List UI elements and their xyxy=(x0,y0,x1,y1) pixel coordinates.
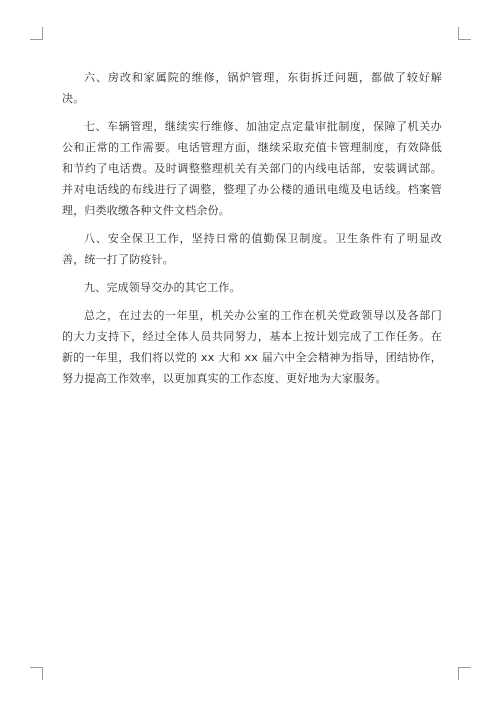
crop-mark-bottom-left xyxy=(30,667,43,680)
paragraph-summary: 总之，在过去的一年里，机关办公室的工作在机关党政领导以及各部门的大力支持下，经过全体人员共同努力，基本上按计划完成了工作任务。在新的一年里，我们将以党的 xx 大和 xx 届六中全会精神为指导，团结协作，努力提高工作效率，以更加真实的工作态度、更好地为大家服务。 xyxy=(62,309,442,385)
paragraph-6: 六、房改和家属院的维修，锅炉管理，东街拆迁问题，都做了较好解决。 xyxy=(62,71,442,105)
crop-mark-top-right xyxy=(458,27,471,40)
paragraph-9: 九、完成领导交办的其它工作。 xyxy=(84,281,241,294)
document-body xyxy=(62,67,442,389)
crop-mark-top-left xyxy=(30,27,43,40)
crop-mark-bottom-right xyxy=(458,667,471,680)
paragraph-8: 八、安全保卫工作，坚持日常的值勤保卫制度。卫生条件有了明显改善，统一打了防疫针。 xyxy=(62,232,442,266)
paragraph-7: 七、车辆管理，继续实行维修、加油定点定量审批制度，保障了机关办公和正常的工作需要。电话管理方面，继续采取充值卡管理制度，有效降低和节约了电话费。及时调整整理机关有关部门的内线电话部，安装调试部。并对电话线的布线进行了调整，整理了办公楼的通讯电缆及电话线。档案管理，归类收缴各种文件文档余份。 xyxy=(62,120,442,217)
